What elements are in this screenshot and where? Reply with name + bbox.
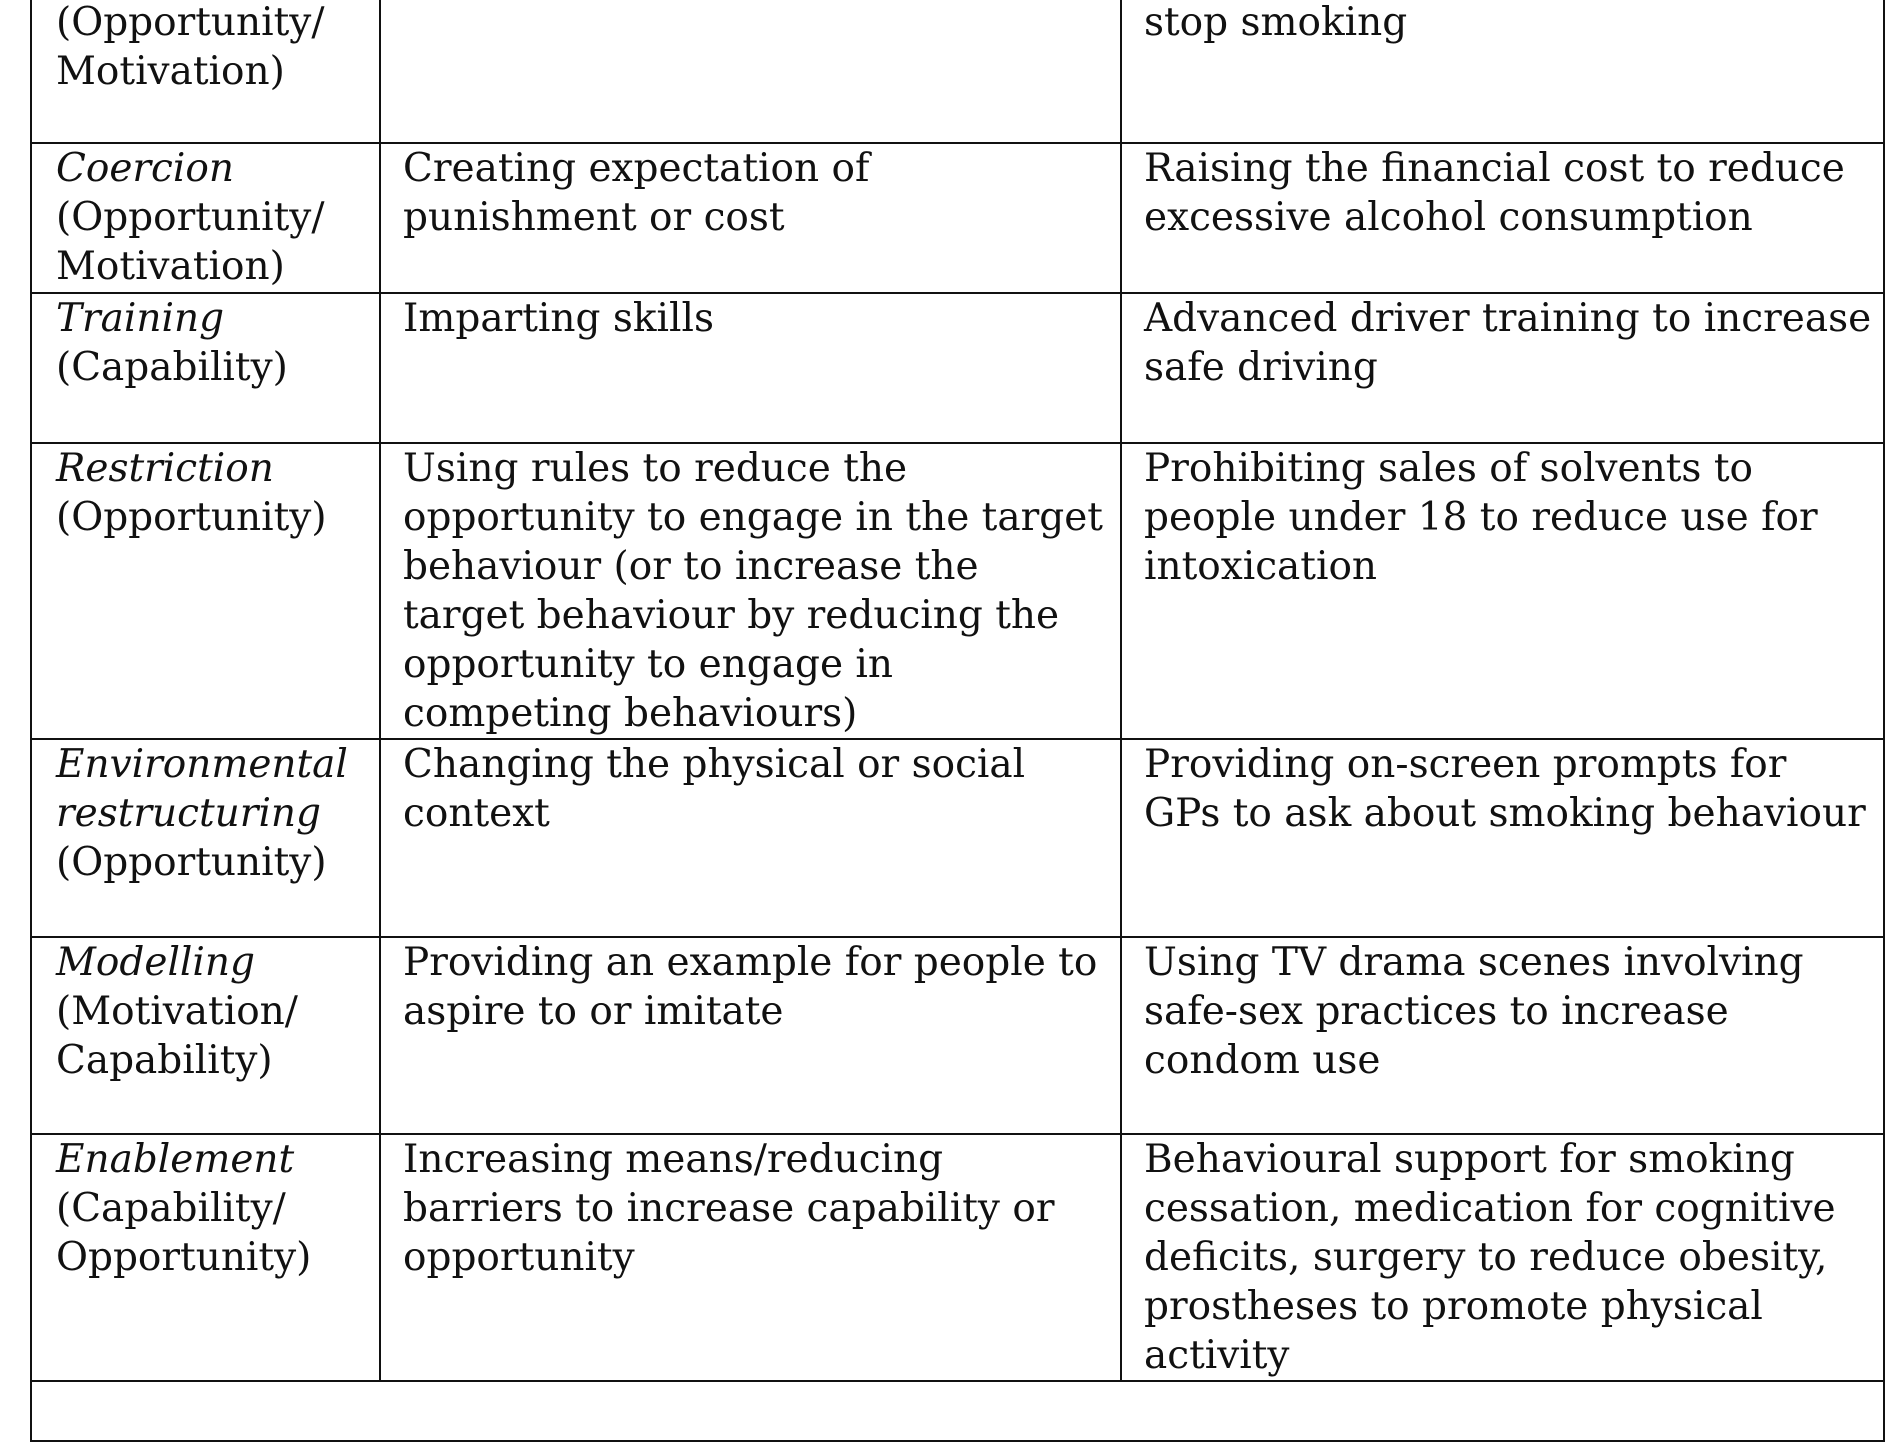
example-text: Advanced driver training to increase safe driving (1144, 296, 1872, 390)
function-cell (31, 293, 380, 443)
function-condition: (Opportunity/ Motivation) (56, 195, 325, 289)
example-text: Raising the financial cost to reduce excessive alcohol consumption (1144, 146, 1845, 240)
function-cell (31, 1134, 380, 1381)
example-text: Behavioural support for smoking cessation, medication for cognitive deficits, surgery to reduce obesity, prostheses to promote physical activity (1144, 1137, 1836, 1378)
function-name: Environmental restructuring (56, 742, 348, 836)
table-row (31, 293, 1884, 443)
function-cell (31, 443, 380, 739)
example-cell (1121, 443, 1884, 739)
empty-footer-cell (31, 1381, 1884, 1441)
example-cell (1121, 937, 1884, 1134)
function-condition: (Capability/ Opportunity) (56, 1186, 312, 1280)
function-condition: (Opportunity) (56, 840, 327, 885)
definition-cell (380, 739, 1121, 937)
example-text: Prohibiting sales of solvents to people under 18 to reduce use for intoxication (1144, 446, 1818, 589)
table-row (31, 443, 1884, 739)
table-row (31, 1381, 1884, 1441)
definition-cell (380, 937, 1121, 1134)
definition-cell (380, 143, 1121, 293)
function-condition: (Opportunity/ Motivation) (56, 0, 325, 94)
function-cell (31, 143, 380, 293)
table-row (31, 143, 1884, 293)
table-row (31, 937, 1884, 1134)
example-cell (1121, 1134, 1884, 1381)
definition-text: Changing the physical or social context (403, 742, 1026, 836)
function-name: Coercion (56, 146, 234, 191)
table-row (31, 1134, 1884, 1381)
function-cell (31, 739, 380, 937)
definition-cell (380, 0, 1121, 143)
table-row (31, 739, 1884, 937)
function-condition: (Capability) (56, 345, 288, 390)
example-cell (1121, 0, 1884, 143)
function-name: Modelling (56, 940, 255, 985)
example-cell (1121, 293, 1884, 443)
definition-text: Creating expectation of punishment or cost (403, 146, 870, 240)
intervention-functions-table (30, 0, 1885, 1442)
example-text: Providing on-screen prompts for GPs to ask about smoking behaviour (1144, 742, 1866, 836)
definition-text: Imparting skills (403, 296, 714, 341)
table-row (31, 0, 1884, 143)
function-cell (31, 0, 380, 143)
definition-cell (380, 443, 1121, 739)
definition-cell (380, 293, 1121, 443)
function-name: Enablement (56, 1137, 295, 1182)
definition-text: Increasing means/reducing barriers to increase capability or opportunity (403, 1137, 1055, 1280)
example-cell (1121, 143, 1884, 293)
example-text: stop smoking (1144, 0, 1408, 45)
function-cell (31, 937, 380, 1134)
definition-text: Using rules to reduce the opportunity to engage in the target behaviour (or to increase the target behaviour by reducing the opportunity to engage in competing behaviours) (403, 446, 1103, 736)
example-text: Using TV drama scenes involving safe-sex practices to increase condom use (1144, 940, 1804, 1083)
definition-text: Providing an example for people to aspire to or imitate (403, 940, 1098, 1034)
function-name: Training (56, 296, 225, 341)
function-name: Restriction (56, 446, 274, 491)
definition-cell (380, 1134, 1121, 1381)
example-cell (1121, 739, 1884, 937)
function-condition: (Opportunity) (56, 495, 327, 540)
function-condition: (Motivation/ Capability) (56, 989, 298, 1083)
